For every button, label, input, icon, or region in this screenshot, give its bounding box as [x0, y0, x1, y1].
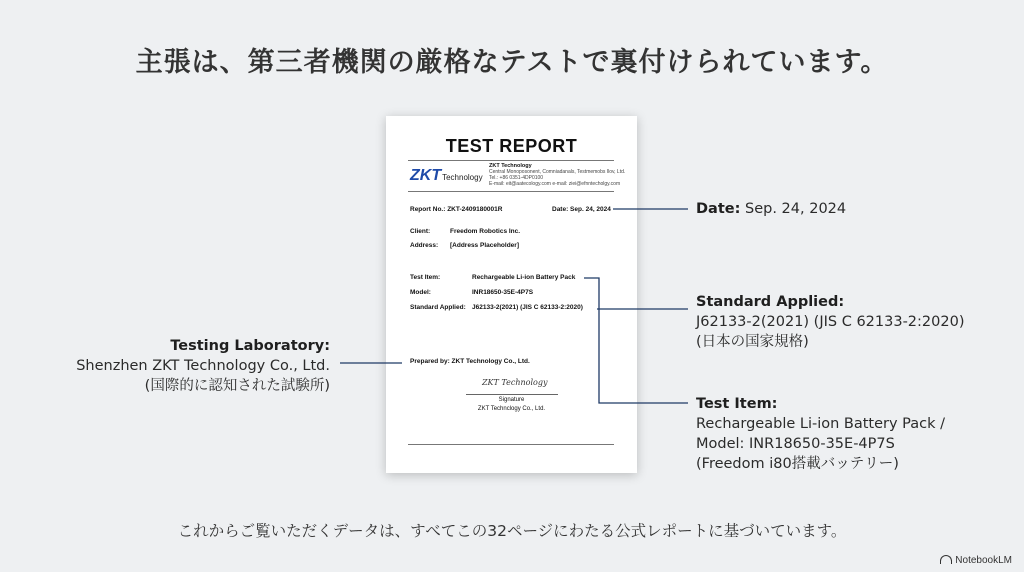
slide-footer: これからご覧いただくデータは、すべてこの32ページにわたる公式レポートに基づいています。 — [177, 522, 847, 540]
callout-date — [696, 199, 846, 219]
client-label: Client: — [410, 228, 431, 235]
model-label: Model: — [410, 289, 431, 296]
company-line: Central Monoposonent, Comniadanals, Testmemobs Ilov, Ltd. — [489, 169, 626, 175]
test-item-value: Rechargeable Li-ion Battery Pack — [472, 274, 576, 281]
company-line: E-mail: eit@aatecology.com e-mail: ziei@efnntecholgy.com — [489, 181, 621, 187]
handwritten-signature: ZKT Technology — [482, 378, 548, 387]
logo-main-text: ZKT — [410, 167, 442, 184]
model-value: INR18650-35E-4P7S — [472, 289, 534, 296]
callout-lab-line1: Shenzhen ZKT Technology Co., Ltd. — [76, 358, 330, 374]
company-name: ZKT Technology — [489, 163, 532, 169]
signature-label: Signature — [498, 397, 525, 403]
report-date: Date: Sep. 24, 2024 — [552, 206, 611, 213]
callout-test-item-line2: Model: INR18650-35E-4P7S — [696, 436, 895, 452]
callout-test-item-line1: Rechargeable Li-ion Battery Pack / — [696, 416, 946, 432]
callout-standard-line2: (日本の国家規格) — [696, 334, 809, 350]
logo-sub-text: Technology — [442, 173, 483, 182]
callout-lab — [76, 336, 330, 396]
standard-label: Standard Applied: — [410, 304, 466, 311]
prepared-by: Prepared by: ZKT Technology Co., Ltd. — [410, 358, 530, 365]
callout-date-value: Sep. 24, 2024 — [745, 201, 847, 217]
address-value: [Address Placeholder] — [450, 242, 519, 249]
signature-company: ZKT Technclogy Co., Ltd. — [477, 406, 546, 412]
callout-test-item — [696, 394, 945, 474]
callout-test-item-line3: (Freedom i80搭載バッテリー) — [696, 456, 899, 472]
client-value: Freedom Robotics Inc. — [450, 228, 521, 235]
notebooklm-logo-icon — [940, 555, 952, 564]
standard-value: J62133-2(2021) (JIS C 62133-2:2020) — [472, 304, 583, 311]
slide-title: 主張は、第三者機関の厳格なテストで裏付けられています。 — [135, 47, 889, 78]
address-label: Address: — [410, 242, 439, 249]
notebooklm-brand — [940, 555, 1012, 566]
callout-standard-label: Standard Applied: — [696, 294, 845, 310]
company-line: Tel.: +86 0351-4DP0100 — [489, 175, 544, 181]
callout-lab-line2: (国際的に認知された試験所) — [144, 378, 330, 394]
callout-standard-line1: J62133-2(2021) (JIS C 62133-2:2020) — [696, 314, 965, 330]
report-number: Report No.: ZKT-2409180001R — [410, 206, 503, 213]
connector-test-item — [584, 278, 688, 403]
brand-label: NotebookLM — [955, 555, 1012, 566]
callout-date-label: Date: — [696, 201, 741, 217]
callout-test-item-label: Test Item: — [696, 396, 778, 412]
callout-lab-label: Testing Laboratory: — [170, 338, 330, 354]
test-item-label: Test Item: — [410, 274, 441, 281]
callout-standard — [696, 292, 964, 352]
report-title: TEST REPORT — [445, 136, 578, 156]
